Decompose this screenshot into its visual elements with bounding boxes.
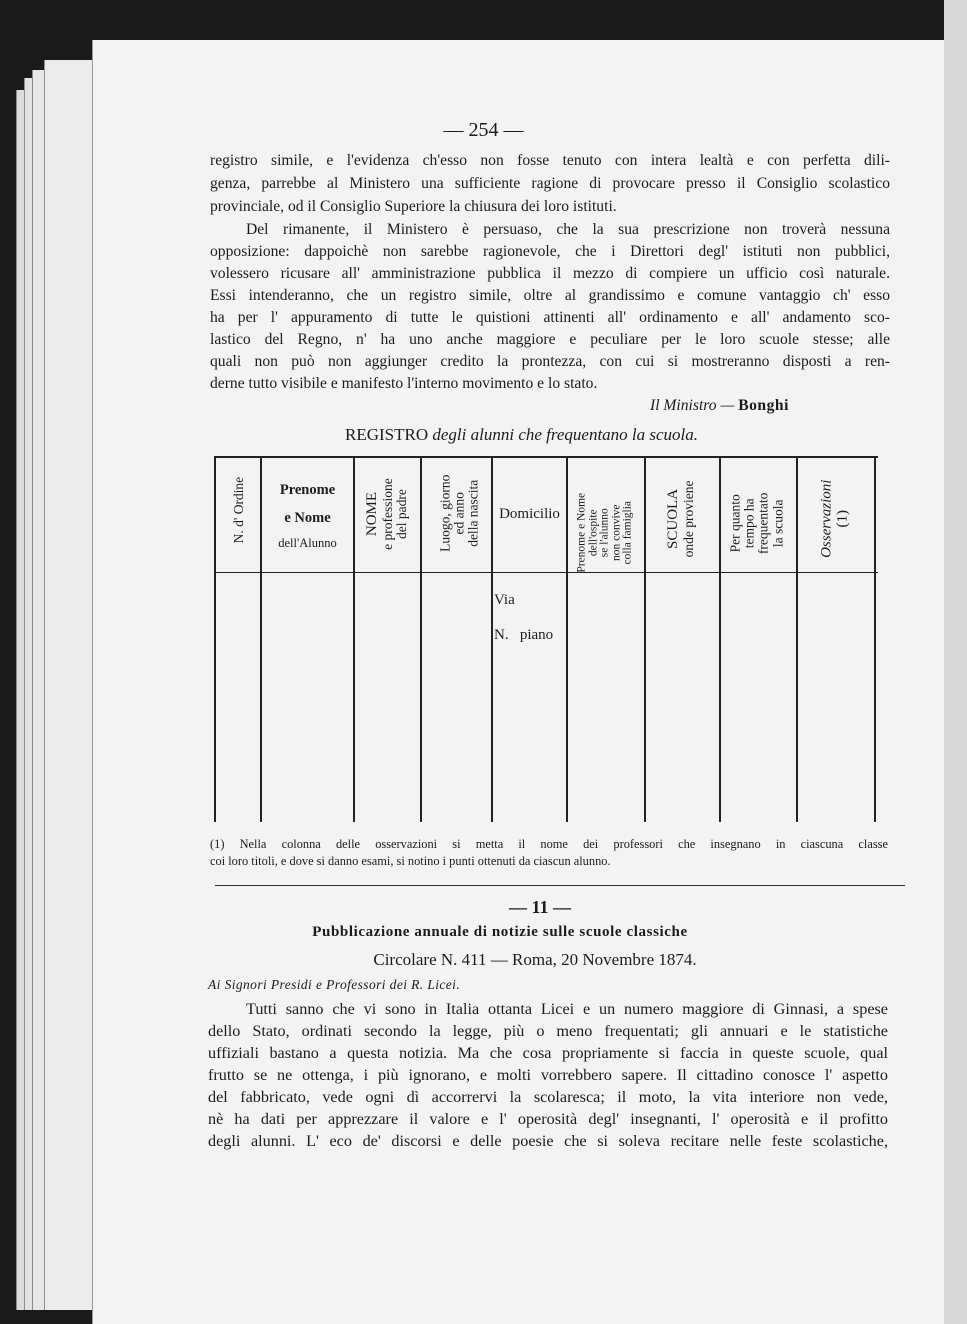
section-separator	[215, 885, 905, 886]
header-line: SCUOLA	[665, 488, 682, 549]
paragraph-3-line: del fabbricato, vede ogni dì accorrervi la scolaresca; il moto, la vita interiore non vede,	[208, 1088, 888, 1106]
body-n-piano: N. piano	[494, 627, 554, 643]
paragraph-2-line: volessero ricusare all' amministrazione pubblica il mezzo di compiere un ufficio così naturale.	[210, 265, 890, 282]
header-nome-padre	[365, 464, 409, 564]
register-title-italic: degli alunni che frequentano la scuola.	[432, 425, 699, 444]
paragraph-2-line: Del rimanente, il Ministero è persuaso, che la sua prescrizione non troverà nessuna	[246, 221, 890, 238]
header-line: del padre	[393, 489, 409, 539]
paragraph-1-line: registro simile, e l'evidenza ch'esso non fosse tenuto con intera lealtà e con perfetta dili-	[210, 152, 890, 169]
table-border-left	[214, 456, 216, 822]
paragraph-2-line: lastico del Regno, n' ha uno anche maggiore e peculiare per le loro scuole stesse; alle	[210, 331, 890, 348]
paragraph-2-line: quali non può non aggiunger credito la prontezza, con cui si mostreranno disposti a ren-	[210, 353, 890, 370]
header-tempo-frequenza	[729, 473, 786, 573]
header-line: la scuola	[770, 499, 786, 548]
footnote-line: coi loro titoli, e dove si danno esami, si notino i punti ottenuti da ciascun alunno.	[210, 854, 611, 868]
header-line: ed anno	[451, 492, 467, 535]
table-border-right	[874, 456, 876, 822]
header-prenome: Prenome	[279, 482, 336, 498]
register-table	[214, 456, 878, 822]
paragraph-1-line: genza, parrebbe al Ministero una sufficiente ragione di provocare presso il Consiglio scolastico	[210, 175, 890, 192]
paragraph-2-line: derne tutto visibile e manifesto l'interno movimento e lo stato.	[210, 375, 598, 392]
header-line: non convive	[609, 504, 622, 562]
header-scuola	[666, 469, 696, 569]
register-title-plain: REGISTRO	[345, 425, 429, 444]
header-line: (1)	[834, 510, 850, 528]
body-via: Via	[494, 592, 515, 608]
paragraph-3-line: nè ha dati per apprezzare il valore e l' operosità degl' insegnanti, l' operosità e il profitto	[208, 1110, 888, 1128]
circular-line: Circolare N. 411 — Roma, 20 Novembre 1874.	[373, 950, 697, 969]
header-line: Prenome e Nome	[575, 492, 588, 573]
paragraph-3-line: frutto se ne ottenga, i più ignorano, e molti vorrebbero sapere. Il cittadino conosce l' aspetto	[208, 1066, 888, 1084]
header-domicilio: Domicilio	[499, 506, 560, 522]
header-line: dell'ospite	[586, 509, 599, 557]
header-osservazioni	[819, 469, 851, 569]
signature-prefix: Il Ministro —	[650, 397, 735, 414]
page-number: — 254 —	[443, 119, 524, 141]
section-number: — 11 —	[508, 897, 571, 917]
header-line: Luogo, giorno	[437, 474, 453, 552]
minister-signature	[650, 398, 789, 414]
paragraph-2-line: ha per l' appuramento di tutte le quistioni attinenti all' ordinamento e all' andamento sco-	[210, 309, 890, 326]
paragraph-1-line: provinciale, od il Consiglio Superiore la chiusura dei loro istituti.	[210, 198, 617, 215]
column-divider	[719, 456, 721, 822]
header-line: NOME	[363, 491, 380, 537]
header-line: Per quanto	[727, 494, 743, 553]
header-luogo-nascita	[439, 458, 482, 568]
header-line: tempo ha	[741, 498, 757, 549]
paragraph-3-line: degli alunni. L' eco de' discorsi e delle poesie che si soleva recitare nelle feste scolastiche,	[208, 1132, 888, 1150]
section-title: Pubblicazione annuale di notizie sulle scuole classiche	[312, 924, 688, 940]
header-line: e professione	[379, 478, 395, 550]
header-line: colla famiglia	[621, 500, 634, 565]
column-divider	[796, 456, 798, 822]
paragraph-3-line: Tutti sanno che vi sono in Italia ottanta Licei e un numero maggiore di Ginnasi, a spese	[246, 1000, 888, 1018]
header-line: se l'alunno	[598, 508, 611, 558]
header-line: Osservazioni	[818, 479, 835, 558]
footnote-line: (1) Nella colonna delle osservazioni si metta il nome dei professori che insegnano in ciascuna classe	[210, 837, 888, 851]
header-ospite	[576, 477, 634, 589]
signature-name: Bonghi	[738, 397, 789, 414]
header-line: della nascita	[466, 479, 482, 547]
paragraph-2-line: Essi intenderanno, che un registro simile, oltre al grandissimo e comune vantaggio ch' esso	[210, 287, 890, 304]
column-divider	[353, 456, 355, 822]
table-top-rule	[214, 456, 878, 458]
column-divider	[644, 456, 646, 822]
header-line: onde proviene	[680, 480, 696, 558]
header-dell-alunno: dell'Alunno	[278, 536, 337, 550]
paragraph-2-line: opposizione: dappoichè non sarebbe ragionevole, che i Direttori degl' istituti non pubblici,	[210, 243, 890, 260]
paragraph-3-line: uffiziali bastano a questa notizia. Ma che cosa propriamente si faccia in queste scuole, qual	[208, 1044, 888, 1062]
addressee-line: Ai Signori Presidi e Professori dei R. Licei.	[208, 977, 461, 992]
header-n-ordine: N. d' Ordine	[230, 476, 246, 544]
header-line: frequentato	[756, 492, 771, 555]
right-margin-strip	[944, 0, 967, 1324]
column-divider	[566, 456, 568, 822]
paragraph-3-line: dello Stato, ordinati secondo la legge, più o meno frequentati; gli annuari e le statistiche	[208, 1022, 888, 1040]
column-divider	[420, 456, 422, 822]
register-title	[345, 426, 698, 443]
header-e-nome: e Nome	[284, 510, 331, 526]
